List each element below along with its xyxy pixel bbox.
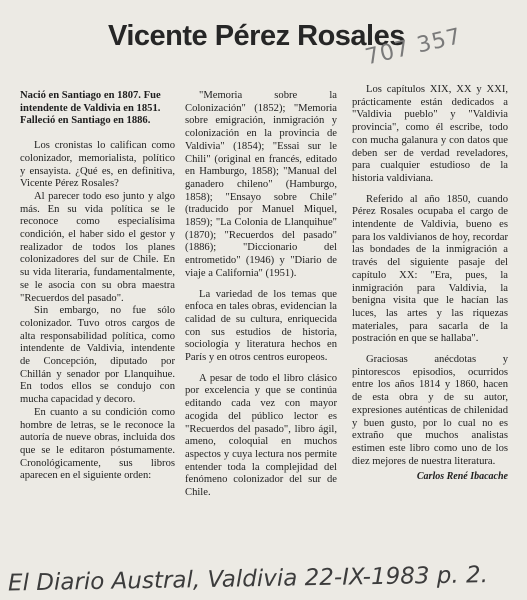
paragraph: Referido al año 1850, cuando Pérez Rosales ocupaba el cargo de intendente de Valdivia, bueno es para los valdivianos de hoy, recordar las bondades de la inmigración a través del siguiente pasaje del capítulo XX: "Era, pues, la inmigración para Valdivia, la benigna visita que le hacían las luces, las artes y las riquezas materiales, para sacarla de la postración en que se hallaba". [352,193,508,345]
article-column-1 [20,90,175,483]
paragraph: Los cronistas lo califican como colonizador, memorialista, político y ensayista. ¿Qué es, en definitiva, Vicente Pérez Rosales? [20,140,175,190]
paragraph: "Memoria sobre la Colonización" (1852); "Memoria sobre emigración, inmigración y colonización en la provincia de Valdivia" (1854); "Essai sur le Chili" (original en francés, editado en Hamburgo, 1858); "Manual del ganadero chileno" (Hamburgo, 1858); "Ensayo sobre Chile" (traducido por Manuel Miquel, 1859); "La Colonia de Llanquihue" (1870); "Recuerdos del pasado" (1886); "Diccionario del entrometido" (1946) y "Diario de viaje a California" (1951). [185,90,337,279]
article-headline: Vicente Pérez Rosales [108,20,405,52]
paragraph: Los capítulos XIX, XX y XXI, prácticamente están dedicados a "Valdivia pueblo" y "Valdivia provincia", como él escribe, todo con mucha galanura y con datos que deben ser de verdad reveladores, para cualquier estudioso de la historia valdiviana. [352,84,508,184]
paragraph: Graciosas anécdotas y pintorescos episodios, ocurridos entre los años 1814 y 1860, hacen de esta obra y de su autor, expresiones auténticas de chilenidad y buen gusto, por lo cual no es extraño que muchos analistas estimen este libro como uno de los diez mejores de nuestra literatura. [352,354,508,467]
author-byline: Carlos René Ibacache [416,471,508,483]
article-column-3 [352,84,508,484]
paragraph: En cuanto a su condición como hombre de letras, se le reconoce la autoría de nueve obras, incluida dos que se le editaron póstumamente. Cronológicamente, sus libros aparecen en el siguiente orden: [20,406,175,482]
handwritten-source-note: El Diario Austral, Valdivia 22-IX-1983 p. 2. [7,562,489,597]
paragraph: Al parecer todo eso junto y algo más. En su vida política se le reconoce como especialísima condición, el haber sido el gestor y realizador de todos los planes colonizadores del sur de Chile. En su vida literaria, fundamentalmente, se le asocia con su obra maestra "Recuerdos del pasado". [20,190,175,304]
biographical-summary: Nació en Santiago en 1807. Fue intendente de Valdivia en 1851. Falleció en Santiago en 1886. [20,90,161,127]
paragraph: Sin embargo, no fue sólo colonizador. Tuvo otros cargos de alta responsabilidad política, como intendente de Valdivia, intendente de Concepción, diputado por Chillán y senador por Llanquihue. En todos ellos se condujo con mucha capacidad y decoro. [20,305,175,406]
article-column-2 [185,90,337,500]
paragraph: A pesar de todo el libro clásico por excelencia y que se continúa editando cada vez con mayor acogida del público lector es "Recuerdos del pasado", libro ágil, ameno, coloquial en muchos aspectos y cuya lectura nos permite entender toda la complejidad del fenómeno colonizador del sur de Chile. [185,372,337,499]
archive-number-handwritten: 707 357 [363,23,465,71]
paragraph: La variedad de los temas que enfoca en tales obras, evidencian la calidad de su cultura, enriquecida con sus estudios de historia, sociología y literatura hechos en París y en otros centros europeos. [185,288,337,364]
